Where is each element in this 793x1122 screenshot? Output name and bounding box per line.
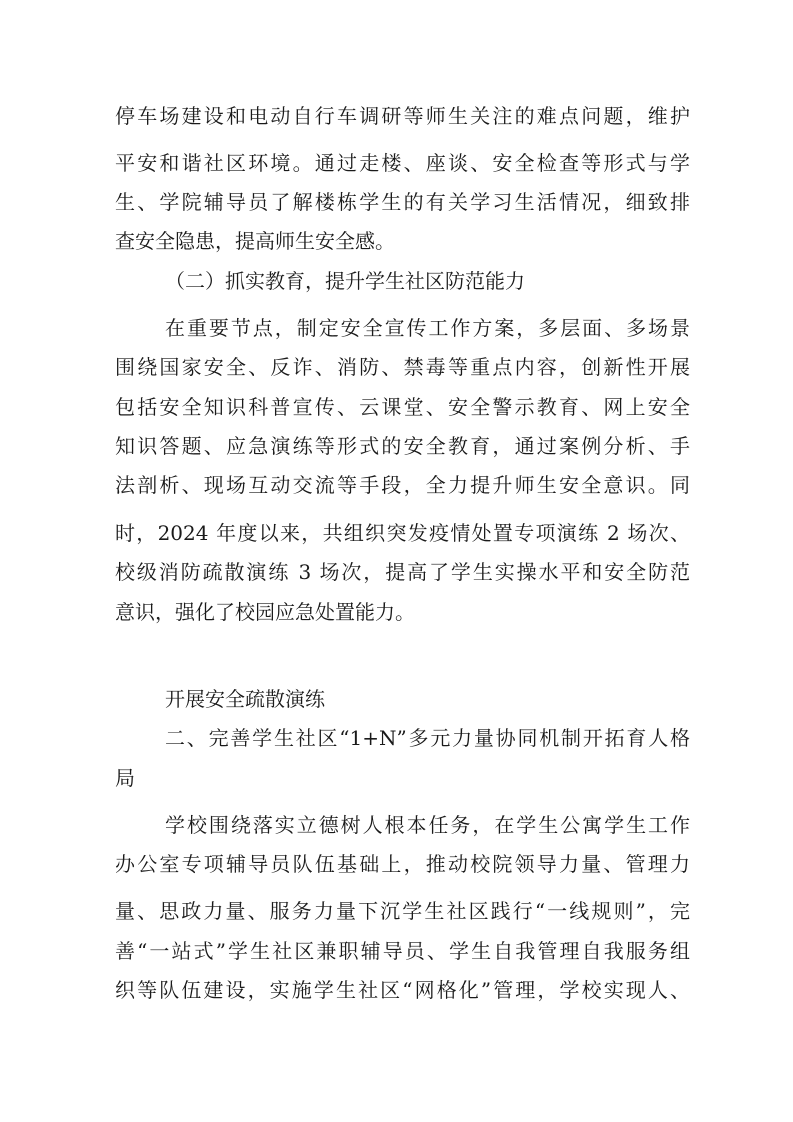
image-caption: 开展安全疏散演练 bbox=[165, 687, 325, 711]
body-text-line: 办公室专项辅导员队伍基础上，推动校院领导力量、管理力 bbox=[115, 852, 690, 876]
section-subheading: （二）抓实教育，提升学生社区防范能力 bbox=[165, 269, 525, 293]
body-text-line: 查安全隐患，提高师生安全感。 bbox=[115, 229, 395, 253]
paragraph-first-line: 学校围绕落实立德树人根本任务，在学生公寓学生工作 bbox=[165, 813, 690, 837]
body-text-line: 善“一站式”学生社区兼职辅导员、学生自我管理自我服务组 bbox=[115, 939, 690, 963]
body-text-line: 法剖析、现场互动交流等手段，全力提升师生安全意识。同 bbox=[115, 473, 690, 497]
body-text-line: 织等队伍建设，实施学生社区“网格化”管理，学校实现人、 bbox=[115, 978, 690, 1002]
body-text-line: 包括安全知识科普宣传、云课堂、安全警示教育、网上安全 bbox=[115, 395, 690, 419]
body-text-line: 量、思政力量、服务力量下沉学生社区践行“一线规则”，完 bbox=[115, 899, 690, 923]
paragraph-first-line: 在重要节点，制定安全宣传工作方案，多层面、多场景 bbox=[165, 316, 690, 340]
body-text-line: 平安和谐社区环境。通过走楼、座谈、安全检查等形式与学 bbox=[115, 151, 690, 175]
body-text-line: 围绕国家安全、反诈、消防、禁毒等重点内容，创新性开展 bbox=[115, 355, 690, 379]
body-text-line: 生、学院辅导员了解楼栋学生的有关学习生活情况，细致排 bbox=[115, 190, 690, 214]
body-text-line: 停车场建设和电动自行车调研等师生关注的难点问题，维护 bbox=[115, 104, 690, 128]
body-text-line: 时，2024 年度以来，共组织突发疫情处置专项演练 2 场次、 bbox=[115, 521, 690, 545]
body-text-line: 知识答题、应急演练等形式的安全教育，通过案例分析、手 bbox=[115, 434, 690, 458]
body-text-line: 意识，强化了校园应急处置能力。 bbox=[115, 600, 415, 624]
section-heading-continued: 局 bbox=[115, 766, 135, 790]
section-heading: 二、完善学生社区“1+N”多元力量协同机制开拓育人格 bbox=[165, 726, 690, 750]
body-text-line: 校级消防疏散演练 3 场次，提高了学生实操水平和安全防范 bbox=[115, 560, 690, 584]
